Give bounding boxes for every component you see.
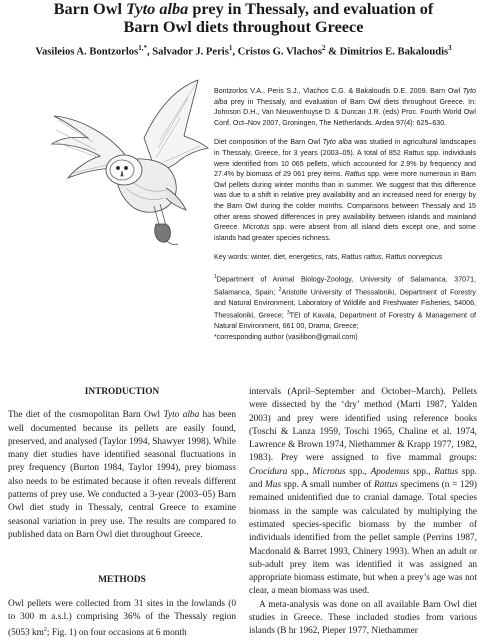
author-name: Vasileios A. Bontzorlos [35,46,139,58]
citation: Bontzorlos V.A., Peris S.J., Vlachos C.G. & Bakaloudis D.E. 2009. Barn Owl Tyto alba prey in Thessaly, and evaluation of Barn Owl diets throughout Greece. In: Johnson D.H., Van Nieuwenhuyse D. & Duncan J.R. (eds) Proc. Fourth World Owl Conf. Oct–Nov 2007, Groningen, The Netherlands. Ardea 97(4): 625–630. [214,87,476,127]
methods-heading: METHODS [98,575,146,586]
methods-paragraph: Owl pellets were collected from 31 sites in the lowlands (0 to 300 m a.s.l.) comprising 36% of the Thessaly region (5053 $km^2$; Fig. 1) on four occasions at 6 month [8,598,236,639]
intro-heading: INTRODUCTION [84,387,160,397]
barn-owl-illustration-icon [48,78,213,248]
methods-continued: intervals (April–September and October–March). Pellets were dissected by the ‘dry’ method (Marti 1987, Yalden 2003) and prey were identified using reference books (Toschi & Lanza 1959, Toschi 1965, Chaline et al. 1974, Lawrence & Brown 1974, Niethammer & Krapp 1977, 1982, 1983). Prey were assigned to five mammal groups: Crocidura spp., Microtus spp., Apodemus spp., Rattus spp. and Mus spp. A small number of Rattus specimens (n = 129) remained unidentified due to cranial damage. Total species biomass in the sample was calculated by multiplying the estimated species-specific biomass by the number of individuals identified from the pellet sample (Perrins 1987, Macdonald & Barret 1993, Chinery 1993). When an adult or sub-adult prey item was identified it was assigned an appropriate biomass estimate, but when a prey’s age was not clear, a mean biomass was used. [249,387,477,597]
intro-paragraph: The diet of the cosmopolitan Barn Owl Tyto alba has been well documented because its pellets are easily found, preserved, and analysed (Taylor 1994, Shawyer 1998). While many diet studies have identified seasonal fluctuations in prey frequency (Burton 1984, Taylor 1994), prey biomass also needs to be estimated because it often reveals different patterns of prey use. We conducted a 3-year (2003–05) Barn Owl diet study in Thessaly, central Greece to examine seasonal variation in prey use. The results are compared to published data on Barn Owl diet throughout Greece. [8,410,236,540]
meta-analysis-paragraph: A meta-analysis was done on all available Barn Owl diet studies in Greece. These included studies from various islands (B hr 1962, Pieper 1977, Niethammer [249,599,477,637]
left-column [8,386,236,641]
abstract-text: Diet composition of the Barn Owl Tyto alba was studied in agricultural landscapes in Thessaly, Greece, for 3 years (2003–05). A total of 852 Rattus spp. individuals were identified from 10 065 pellets, which accounted for 2.9% by frequency and 27.4% by biomass of 29 061 prey items. Rattus spp. were more numerous in Barn Owl pellets during winter months than in summer. We suggest that this difference was due to a shift in relative prey availability and an increased need for energy by the Barn Owl during the colder months. Comparisons between Thessaly and 15 other areas showed differences in prey availability between islands and mainland Greece. Microtus spp. were absent from all island diets except one, and some islands had greater species richness. [214,138,476,242]
author-name: Cristos G. Vlachos [237,46,322,58]
corresponding-author: *corresponding author (vasilibon@gmail.com) [214,332,358,341]
right-column [249,386,477,639]
affiliations: $^1$Department of Animal Biology-Zoology, University of Salamanca, 37071, Salamanca, Spain; $^2$Aristotle University of Thessaloniki, Department of Forestry and Natural Environment, Laboratory of Wildlife and Freshwater Fisheries, 54006, Thessaloniki, Greece; $^3$TEI of Kavala, Department of Forestry & Management of Natural Environment, 661 00, Drama, Greece; *corresponding author (vasilibon@gmail.com) [214,273,476,341]
paper-title: Barn Owl Tyto alba prey in Thessaly, and evaluation of Barn Owl diets throughout Greece [53,0,434,36]
author-name: Salvador J. Peris [152,46,229,58]
author-list: Vasileios A. Bontzorlos$^{1,*}$, Salvador J. Peris$^1$, Cristos G. Vlachos$^2$ & Dimitrios E. Bakaloudis$^3$ [35,44,452,58]
keywords: Key words: winter, diet, energetics, rats, Rattus rattus, Rattus norvegicus [214,253,443,262]
author-name: Dimitrios E. Bakaloudis [339,46,449,58]
abstract-block [214,86,476,352]
